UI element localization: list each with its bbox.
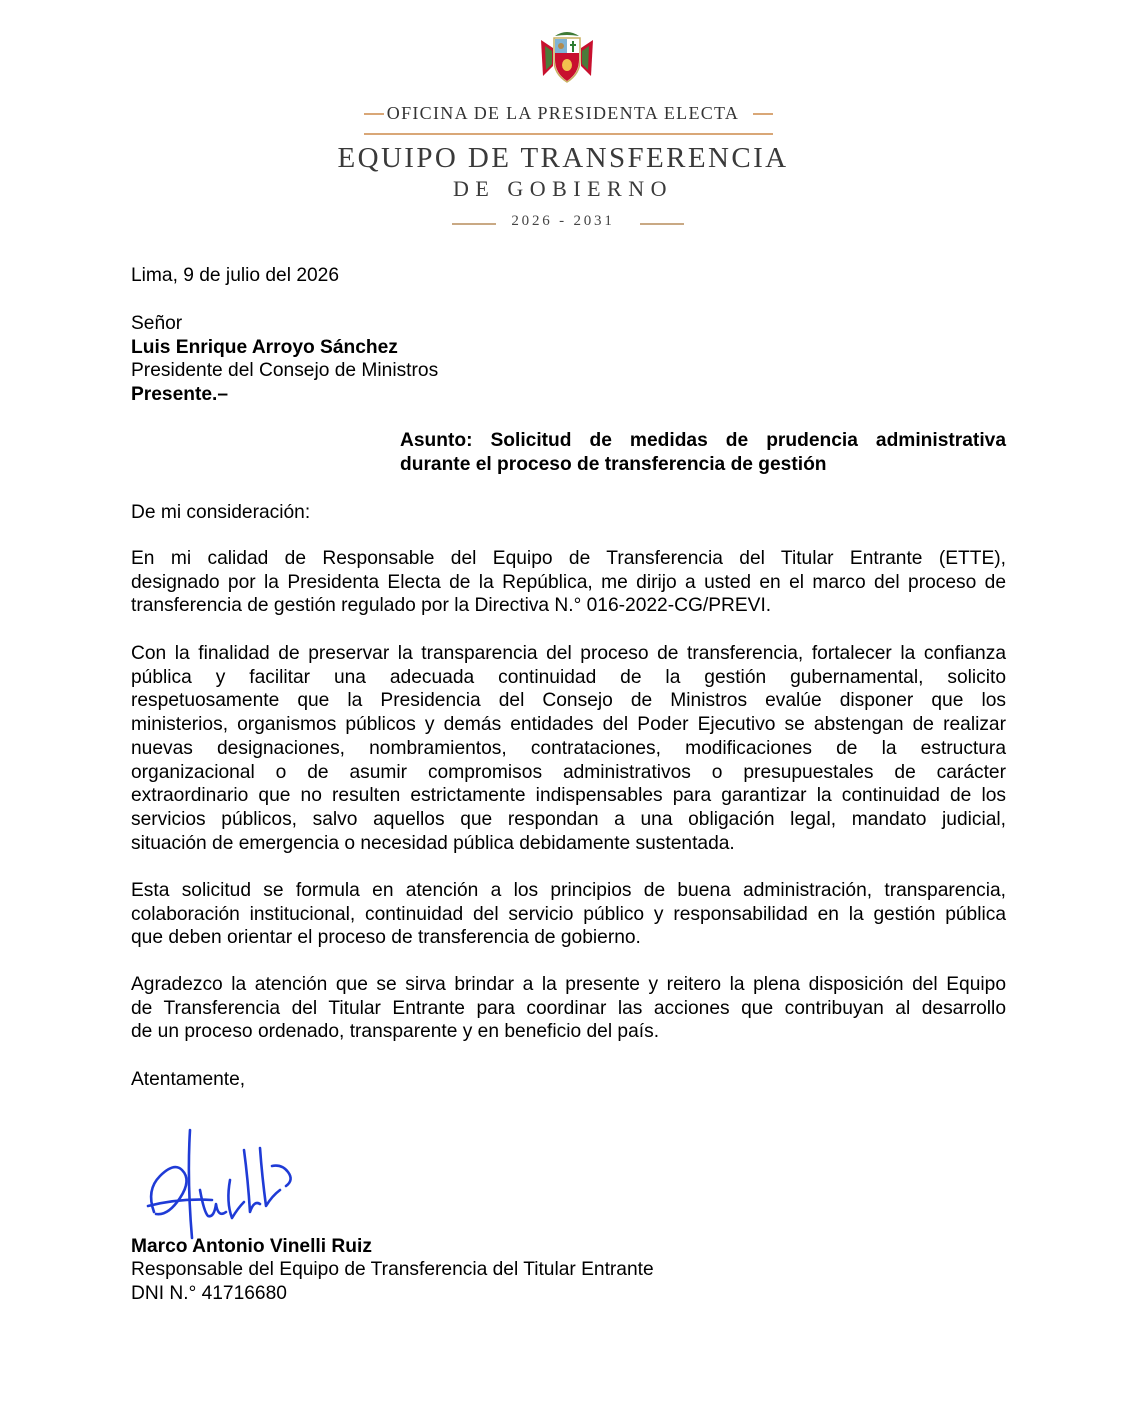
handwritten-signature <box>140 1120 310 1245</box>
paragraph-line: de un proceso ordenado, transparente y en beneficio del país. <box>131 1021 660 1043</box>
paragraph-line: pública y facilitar una adecuada continuidad de la gestión gubernamental, solicito <box>131 666 1006 688</box>
paragraph-line: En mi calidad de Responsable del Equipo de Transferencia del Titular Entrante (ETTE), <box>131 548 1006 569</box>
paragraph-line: transferencia de gestión regulado por la Directiva N.° 016-2022-CG/PREVI. <box>131 595 772 617</box>
paragraph-1 <box>131 547 1006 618</box>
paragraph-line: de Transferencia del Titular Entrante para coordinar las acciones que contribuyan al desarrollo <box>131 997 1006 1019</box>
closing: Atentamente, <box>131 1069 246 1090</box>
paragraph-line: Esta solicitud se formula en atención a los principios de buena administración, transparencia, <box>131 880 1006 901</box>
period-label: 2026 - 2031 <box>511 213 615 229</box>
paragraph-4 <box>131 973 1006 1044</box>
peru-coat-of-arms-icon <box>537 26 597 86</box>
office-heading: OFICINA DE LA PRESIDENTA ELECTA <box>386 103 740 123</box>
paragraph-line: extraordinario que no resulten estrictamente indispensables para garantizar la continuidad de los <box>131 785 1006 807</box>
recipient-position: Presidente del Consejo de Ministros <box>131 360 439 381</box>
office-underline <box>364 133 773 135</box>
subject-line: Asunto: Solicitud de medidas de prudencia administrativa <box>400 430 1006 451</box>
recipient-salutation: Señor <box>131 313 183 334</box>
paragraph-2 <box>131 642 1006 855</box>
signer-dni: DNI N.° 41716680 <box>131 1283 287 1304</box>
signer-title: Responsable del Equipo de Transferencia del Titular Entrante <box>131 1259 654 1280</box>
paragraph-line: nuevas designaciones, nombramientos, contrataciones, modificaciones de la estructura <box>131 737 1006 759</box>
paragraph-line: que deben orientar el proceso de transferencia de gobierno. <box>131 927 641 949</box>
recipient-presente: Presente.– <box>131 384 229 405</box>
paragraph-3 <box>131 879 1006 950</box>
recipient-name: Luis Enrique Arroyo Sánchez <box>131 337 398 358</box>
paragraph-line: colaboración institucional, continuidad del servicio público y responsabilidad en la gestión pública <box>131 903 1006 925</box>
letter-date: Lima, 9 de julio del 2026 <box>131 265 340 286</box>
paragraph-line: situación de emergencia o necesidad pública debidamente sustentada. <box>131 832 735 854</box>
paragraph-line: Con la finalidad de preservar la transparencia del proceso de transferencia, fortalecer la confianza <box>131 643 1006 664</box>
paragraph-line: servicios públicos, salvo aquellos que respondan a una obligación legal, mandato judicial, <box>131 808 1006 830</box>
team-heading-line2: DE GOBIERNO <box>453 176 673 201</box>
subject-block <box>400 429 1006 476</box>
paragraph-line: designado por la Presidenta Electa de la República, me dirijo a usted en el marco del proceso de <box>131 571 1006 593</box>
paragraph-line: Agradezco la atención que se sirva brindar a la presente y reitero la plena disposición del Equipo <box>131 974 1006 995</box>
team-heading-line1: EQUIPO DE TRANSFERENCIA <box>337 142 789 174</box>
paragraph-line: ministerios, organismos públicos y demás entidades del Poder Ejecutivo se abstengan de realizar <box>131 714 1006 736</box>
paragraph-line: respetuosamente que la Presidencia del Consejo de Ministros evalúe disponer que los <box>131 690 1006 712</box>
subject-line: durante el proceso de transferencia de gestión <box>400 453 827 475</box>
signer-name: Marco Antonio Vinelli Ruiz <box>131 1236 372 1257</box>
greeting: De mi consideración: <box>131 502 311 523</box>
paragraph-line: organizacional o de asumir compromisos administrativos o presupuestales de carácter <box>131 761 1006 783</box>
